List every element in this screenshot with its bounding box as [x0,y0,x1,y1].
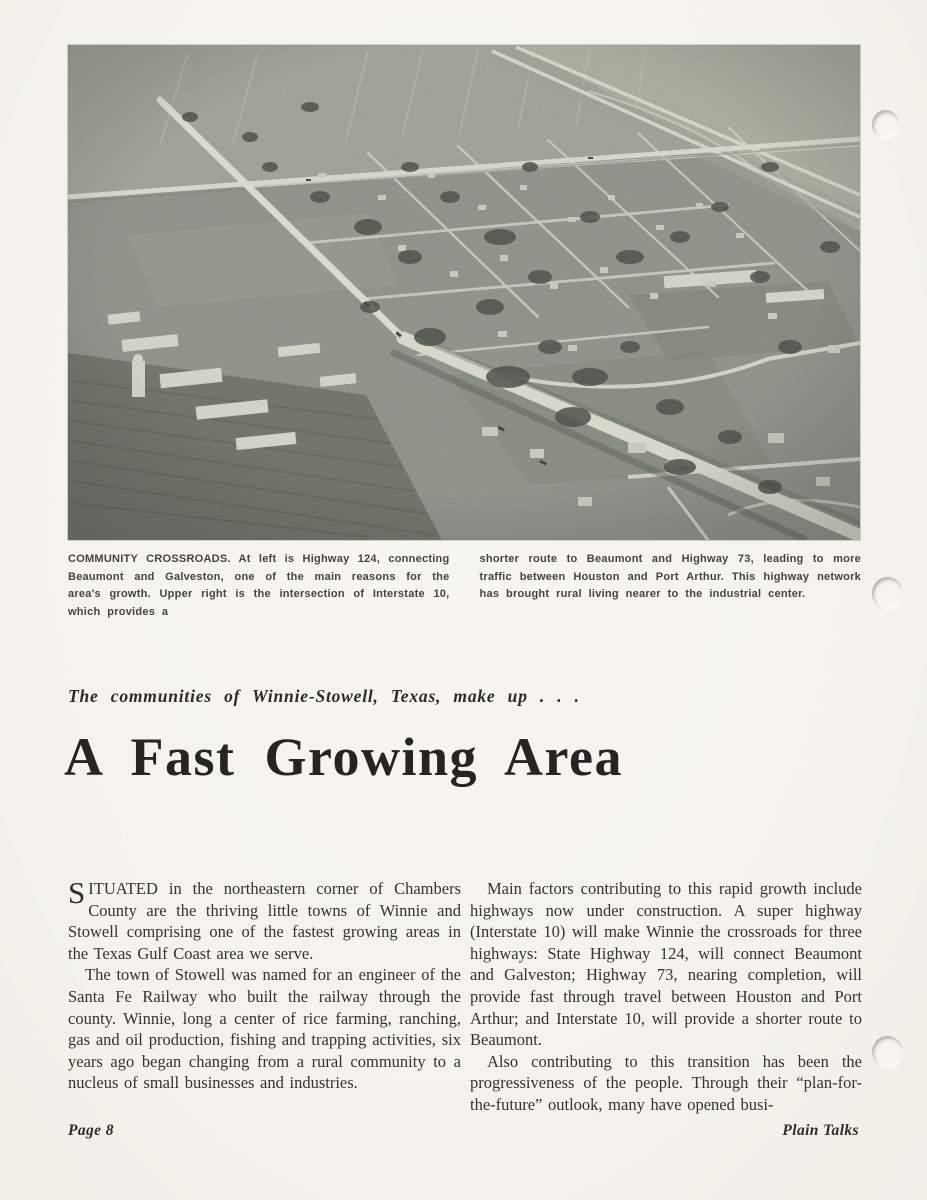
article-kicker: The communities of Winnie-Stowell, Texas, make up . . . [68,686,580,706]
body-column-right [470,878,862,1116]
body-paragraph: Also contributing to this transition has been the progressiveness of the people. Through their “plan-for-the-future” outlook, many have opened busi- [470,1051,862,1114]
initial-cap: S [68,875,86,910]
caption-right-column: shorter route to Beaumont and Highway 73, leading to more traffic between Houston and Port Arthur. This highway network has brought rural living nearer to the industrial center. [479,553,861,600]
article-headline: A Fast Growing Area [64,727,624,787]
body-paragraph [68,875,461,964]
page-number: Page 8 [68,1122,114,1139]
punch-hole [872,1036,903,1068]
publication-name: Plain Talks [782,1122,859,1139]
paragraph-text: ITUATED in the northeastern corner of Chambers County are the thriving little towns of Winnie and Stowell comprising one of the fastest growing areas in the Texas Gulf Coast area we serve. [68,879,461,963]
caption-left-column: COMMUNITY CROSSROADS. At left is Highway 124, connecting Beaumont and Galveston, one of the main reasons for the area's growth. Upper right is the intersection of Interstate 10, which provides a [68,553,450,618]
body-column-left [68,875,461,1094]
punch-hole [872,110,899,139]
punch-hole [872,577,903,610]
aerial-photo-graphic [68,45,860,540]
photo-caption [68,551,861,621]
body-paragraph: Main factors contributing to this rapid growth include highways now under construction. A super highway (Interstate 10) will make Winnie the crossroads for three highways: State Highway 124, will connect Beaumont and Galveston; Highway 73, nearing completion, will provide fast through travel between Houston and Port Arthur; and Interstate 10, will provide a shorter route to Beaumont. [470,879,862,1050]
body-paragraph: The town of Stowell was named for an engineer of the Santa Fe Railway who built the railway through the county. Winnie, long a center of rice farming, ranching, gas and oil production, fishing and trapping activities, six years ago began changing from a rural community to a nucleus of small businesses and industries. [68,965,461,1093]
aerial-photo [68,45,860,540]
